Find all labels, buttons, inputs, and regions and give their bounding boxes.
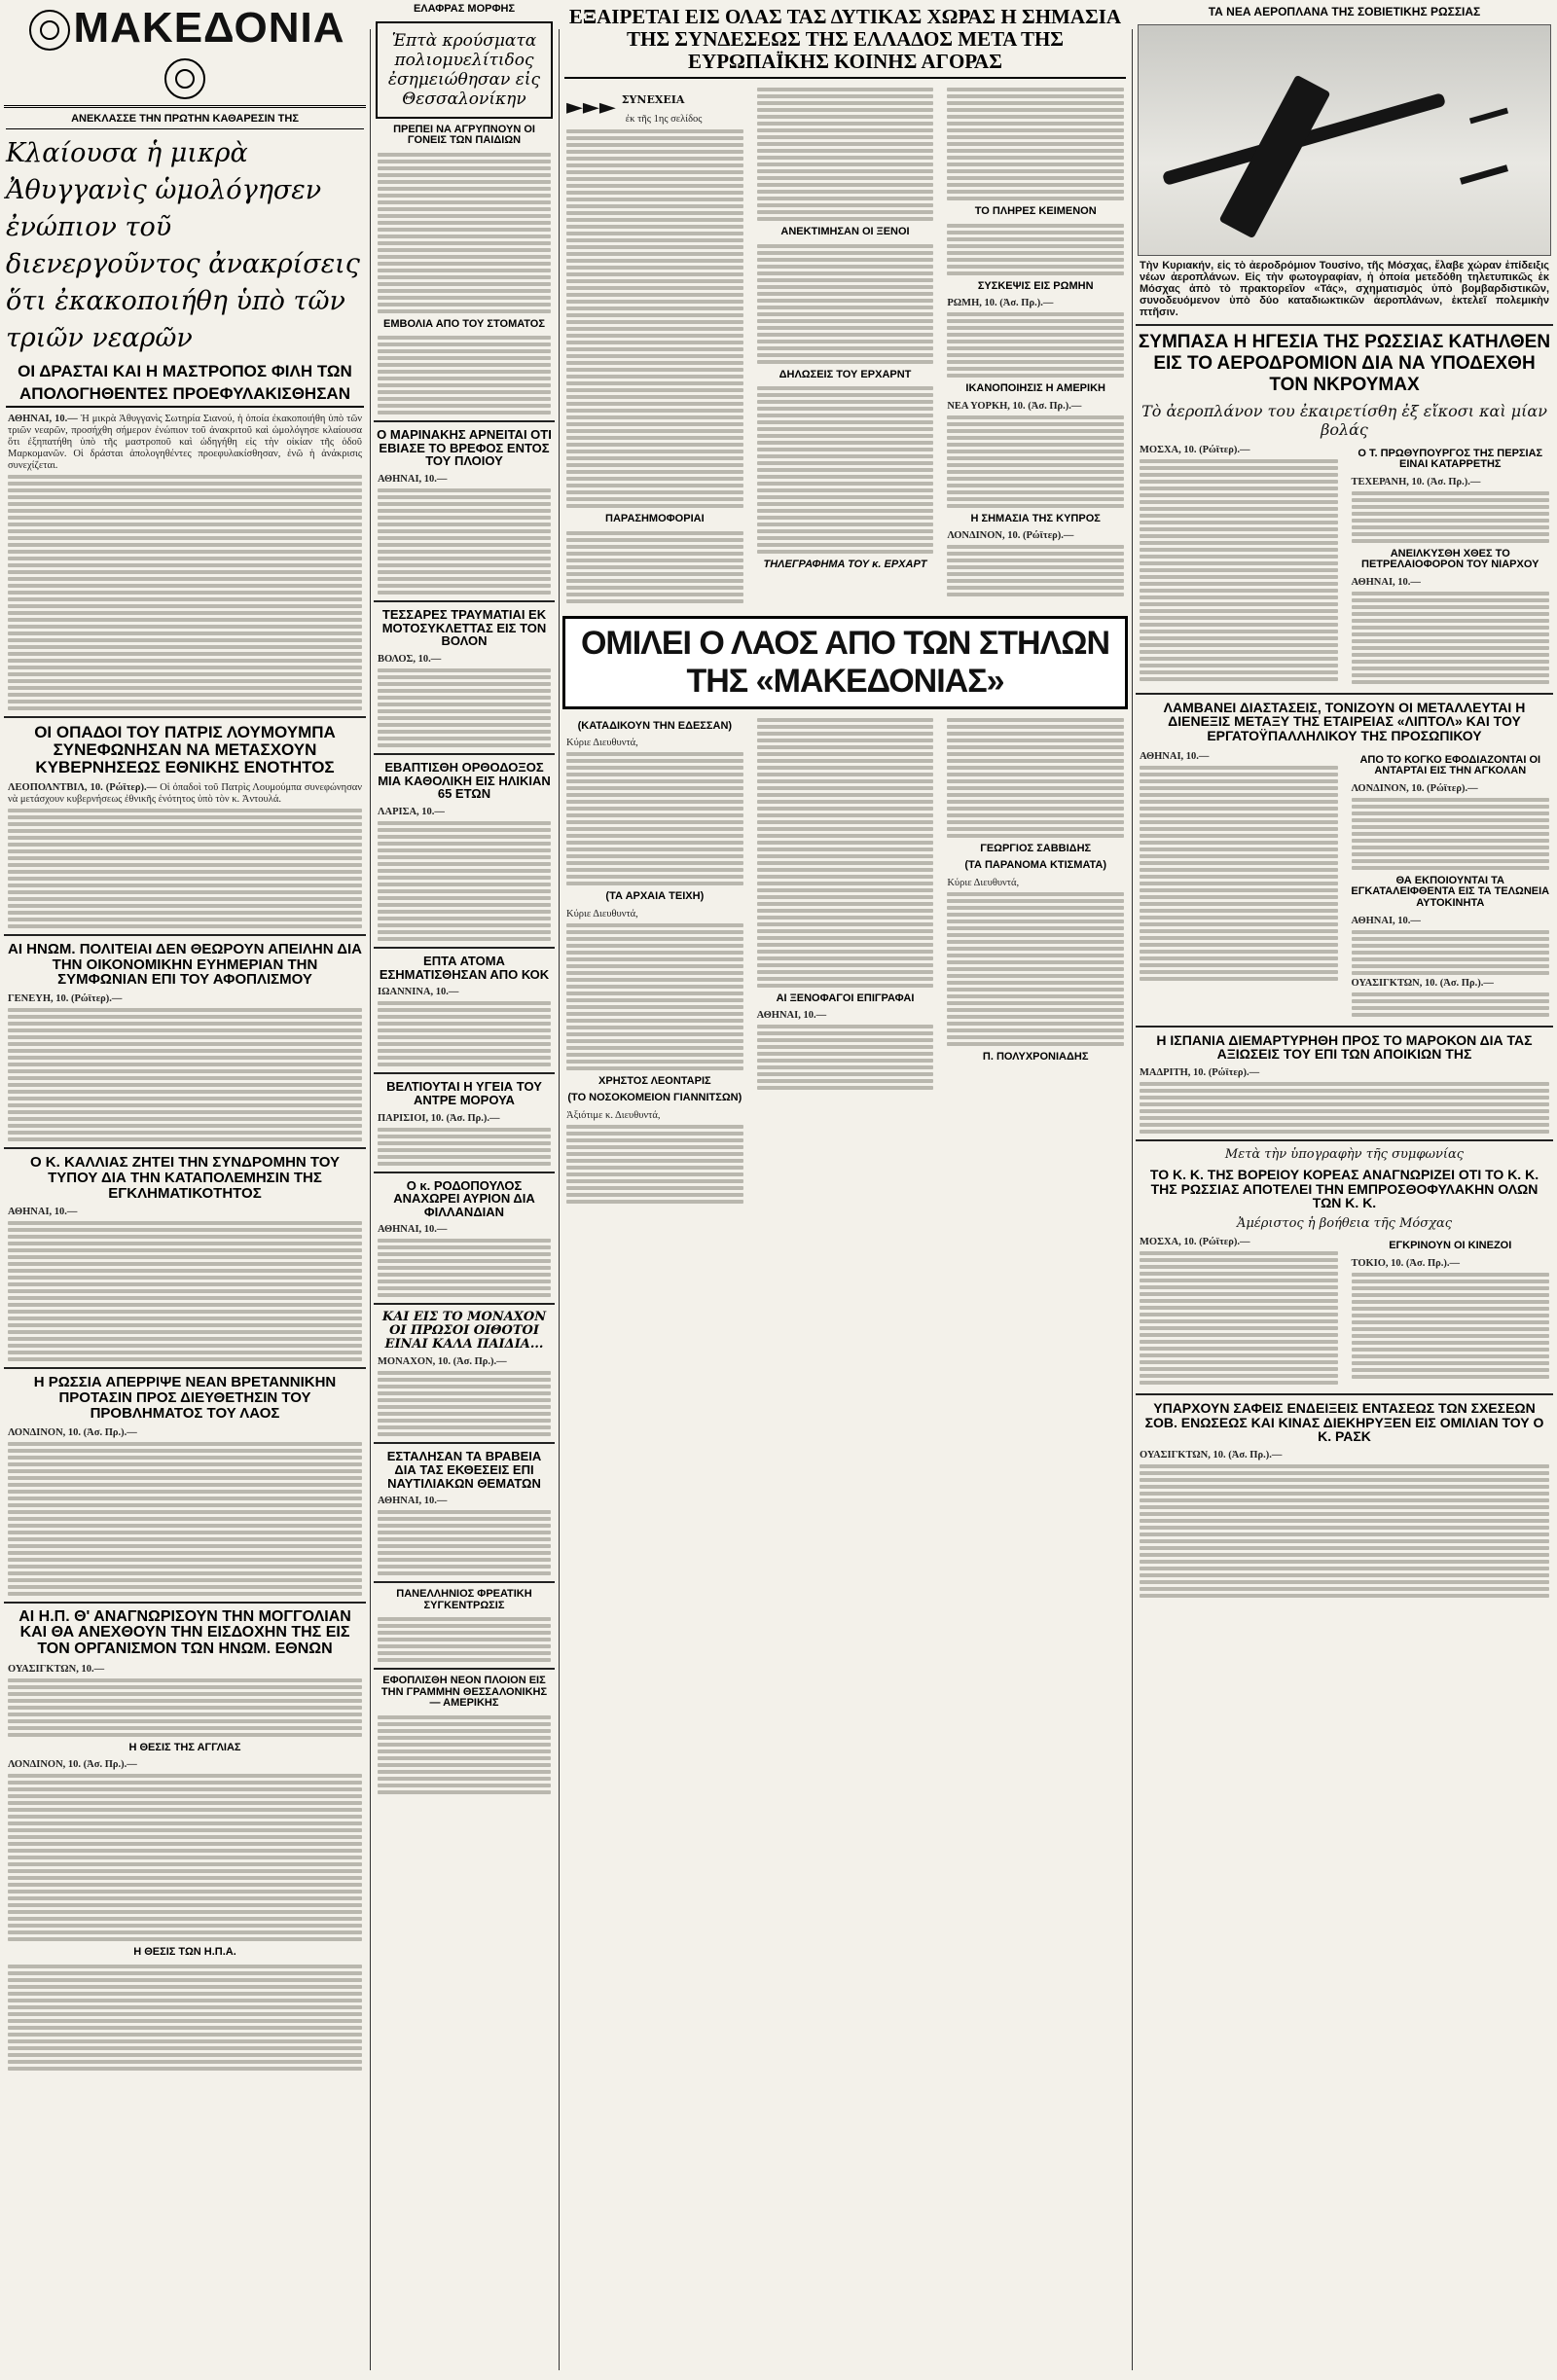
subhead: ΔΗΛΩΣΕΙΣ ΤΟΥ ΕΡΧΑΡΝΤ <box>778 368 912 380</box>
letter-title: (ΚΑΤΑΔΙΚΟΥΝ ΤΗΝ ΕΔΕΣΣΑΝ) <box>577 719 733 732</box>
article-text: ΑΘΗΝΑΙ, 10.— <box>378 474 448 486</box>
article-text: ΛΟΝΔΙΝΟΝ, 10. (Ρώϊτερ).— <box>947 530 1074 542</box>
article-text: ΛΕΟΠΟΛΝΤΒΙΛ, 10. (Ρώϊτερ).— Οἱ ὀπαδοὶ τοῦ Πατρὶς Λουμούμπα συνεφώνησαν νὰ μετάσχουν κυβερνήσεως ἐθνικῆς ἑνότητος ὑπὸ τὸν κ. Ἀντουλά. <box>8 781 363 805</box>
article-text: ΝΕΑ ΥΟΡΚΗ, 10. (Ἀσ. Πρ.).— <box>947 400 1082 412</box>
divider <box>374 1442 555 1444</box>
headline-common-market: ΕΞΑΙΡΕΤΑΙ ΕΙΣ ΟΛΑΣ ΤΑΣ ΔΥΤΙΚΑΣ ΧΩΡΑΣ Η ΣΗΜΑΣΙΑ ΤΗΣ ΣΥΝΔΕΣΕΩΣ ΤΗΣ ΕΛΛΑΔΟΣ ΜΕΤΑ ΤΗΣ ΕΥΡΩΠΑΪΚΗΣ ΚΟΙΝΗΣ ΑΓΟΡΑΣ <box>564 6 1126 79</box>
subhead: ΠΡΕΠΕΙ ΝΑ ΑΓΡΥΠΝΟΥΝ ΟΙ ΓΟΝΕΙΣ ΤΩΝ ΠΑΙΔΙΩΝ <box>393 123 535 147</box>
text-column <box>1136 1235 1342 1388</box>
article-text: ΑΘΗΝΑΙ, 10.— <box>1140 750 1210 762</box>
headline-laos: Η ΡΩΣΣΙΑ ΑΠΕΡΡΙΨΕ ΝΕΑΝ ΒΡΕΤΑΝΝΙΚΗΝ ΠΡΟΤΑΣΙΝ ΠΡΟΣ ΔΙΕΥΘΕΤΗΣΙΝ ΤΟΥ ΠΡΟΒΛΗΜΑΤΟΣ ΤΟΥ ΛΑΟΣ <box>33 1374 337 1422</box>
subhead: Η ΣΗΜΑΣΙΑ ΤΗΣ ΚΥΠΡΟΣ <box>970 512 1101 524</box>
text-block <box>378 1371 551 1436</box>
text-block <box>8 475 362 710</box>
letters-columns <box>562 715 1128 1207</box>
lead-subheadline: ΟΙ ΔΡΑΣΤΑΙ ΚΑΙ Η ΜΑΣΤΡΟΠΟΣ ΦΙΛΗ ΤΩΝ <box>18 361 352 380</box>
divider <box>374 1172 555 1173</box>
divider <box>1136 1139 1553 1141</box>
banner-letters: ΟΜΙΛΕΙ Ο ΛΑΟΣ ΑΠΟ ΤΩΝ ΣΤΗΛΩΝ ΤΗΣ «ΜΑΚΕΔΟΝΙΑΣ» <box>562 616 1128 709</box>
article-text: ΑΘΗΝΑΙ, 10.— <box>8 1207 78 1218</box>
article-text: ΛΟΝΔΙΝΟΝ, 10. (Ἀσ. Πρ.).— <box>8 1426 137 1438</box>
divider <box>4 1367 366 1369</box>
escort-plane <box>1460 164 1508 185</box>
lead-subheadline: ΑΠΟΛΟΓΗΘΕΝΤΕΣ ΠΡΟΕΦΥΛΑΚΙΣΘΗΣΑΝ <box>6 385 364 408</box>
headline-box <box>376 21 553 119</box>
divider <box>374 753 555 755</box>
headline-mongolia: ΑΙ Η.Π. Θ' ΑΝΑΓΝΩΡΙΣΟΥΝ ΤΗΝ ΜΟΓΓΟΛΙΑΝ ΚΑΙ ΘΑ ΑΝΕΧΘΟΥΝ ΤΗΝ ΕΙΣΔΟΧΗΝ ΤΗΣ ΕΙΣ ΤΟΝ ΟΡΓΑΝΙΣΜΟΝ ΤΩΝ ΗΝΩΜ. ΕΘΝΩΝ <box>18 1607 351 1658</box>
escort-plane <box>1469 107 1508 124</box>
headline-maurois: ΒΕΛΤΙΟΥΤΑΙ Η ΥΓΕΙΑ ΤΟΥ ΑΝΤΡΕ ΜΟΡΟΥΑ <box>386 1079 542 1107</box>
text-block <box>1352 491 1550 543</box>
article-text: ΛΟΝΔΙΝΟΝ, 10. (Ρώϊτερ).— <box>1351 782 1478 794</box>
subhead: ΣΥΣΚΕΨΙΣ ΕΙΣ ΡΩΜΗΝ <box>977 279 1094 292</box>
text-column <box>1136 749 1342 1020</box>
letter-title: (ΤΑ ΠΑΡΑΝΟΜΑ ΚΤΙΣΜΑΤΑ) <box>964 859 1106 872</box>
photo-title: ΤΑ ΝΕΑ ΑΕΡΟΠΛΑΝΑ ΤΗΣ ΣΟΒΙΕΤΙΚΗΣ ΡΩΣΣΙΑΣ <box>1208 5 1481 18</box>
letter-greeting: Ἀξιότιμε κ. Διευθυντά, <box>566 1109 661 1121</box>
article-text: ΟΥΑΣΙΓΚΤΩΝ, 10.— <box>8 1663 105 1675</box>
letter-title: (ΤΑ ΑΡΧΑΙΑ ΤΕΙΧΗ) <box>605 890 705 903</box>
article-text: ΒΟΛΟΣ, 10.— <box>378 654 442 666</box>
text-block <box>378 1001 551 1066</box>
divider <box>1136 1393 1553 1395</box>
subhead: ΕΜΒΟΛΙΑ ΑΠΟ ΤΟΥ ΣΤΟΜΑΤΟΣ <box>383 317 545 330</box>
subheadline-salute: Τὸ ἀεροπλάνον του ἐκαιρετίσθη ἐξ εἴκοσι καὶ μίαν βολάς <box>1141 401 1547 439</box>
divider <box>4 1602 366 1604</box>
column-rule <box>1132 29 1133 2370</box>
text-block <box>8 1965 362 2071</box>
subhead: ΤΗΛΕΓΡΑΦΗΜΑ ΤΟΥ κ. ΕΡΧΑΡΤ <box>763 559 927 571</box>
headline-disarmament: ΑΙ ΗΝΩΜ. ΠΟΛΙΤΕΙΑΙ ΔΕΝ ΘΕΩΡΟΥΝ ΑΠΕΙΛΗΝ ΔΙΑ ΤΗΝ ΟΙΚΟΝΟΜΙΚΗΝ ΕΥΗΜΕΡΙΑΝ ΤΗΝ ΣΥΜΦΩΝΙΑΝ ΕΠΙ ΤΟΥ ΑΦΟΠΛΙΣΜΟΥ <box>8 940 362 989</box>
text-block <box>1352 798 1550 870</box>
article-text: ΙΩΑΝΝΙΝΑ, 10.— <box>378 987 459 998</box>
divider <box>1136 324 1553 326</box>
text-block <box>378 821 551 941</box>
text-block <box>947 88 1124 200</box>
letter-signature: ΓΕΩΡΓΙΟΣ ΣΑΒΒΙΔΗΣ <box>980 842 1092 854</box>
headline-cars: ΘΑ ΕΚΠΟΙΟΥΝΤΑΙ ΤΑ ΕΓΚΑΤΑΛΕΙΦΘΕΝΤΑ ΕΙΣ ΤΑ ΤΕΛΩΝΕΙΑ ΑΥΤΟΚΙΝΗΤΑ <box>1351 874 1550 910</box>
headline-naval-awards: ΕΣΤΑΛΗΣΑΝ ΤΑ ΒΡΑΒΕΙΑ ΔΙΑ ΤΑΣ ΕΚΘΕΣΕΙΣ ΕΠΙ ΝΑΥΤΙΛΙΑΚΩΝ ΘΕΜΑΤΩΝ <box>386 1449 542 1491</box>
text-block <box>378 153 551 313</box>
text-block <box>947 718 1124 838</box>
headline-rodopoulos: Ο κ. ΡΟΔΟΠΟΥΛΟΣ ΑΝΑΧΩΡΕΙ ΑΥΡΙΟΝ ΔΙΑ ΦΙΛΛΑΝΔΙΑΝ <box>393 1177 535 1219</box>
text-block <box>566 129 743 508</box>
divider <box>4 934 366 936</box>
text-block <box>1140 1464 1549 1598</box>
text-block <box>1140 1251 1338 1385</box>
subhead: ΤΟ ΠΛΗΡΕΣ ΚΕΙΜΕΝΟΝ <box>974 205 1097 217</box>
letter-signature: ΧΡΗΣΤΟΣ ΛΕΟΝΤΑΡΙΣ <box>598 1074 711 1087</box>
headline-persia: Ο Τ. ΠΡΩΘΥΠΟΥΡΓΟΣ ΤΗΣ ΠΕΡΣΙΑΣ ΕΙΝΑΙ ΚΑΤΑΡΡΕΤΗΣ <box>1358 447 1543 471</box>
liptol-columns <box>1136 749 1553 1020</box>
text-column <box>1348 443 1554 687</box>
headline-kallias: Ο Κ. ΚΑΛΛΙΑΣ ΖΗΤΕΙ ΤΗΝ ΣΥΝΔΡΟΜΗΝ ΤΟΥ ΤΥΠΟΥ ΔΙΑ ΤΗΝ ΚΑΤΑΠΟΛΕΜΗΣΙΝ ΤΗΣ ΕΓΚΛΗΜΑΤΙΚΟΤΗΤΟΣ <box>29 1154 341 1202</box>
column-1 <box>4 0 366 2380</box>
divider <box>4 716 366 718</box>
text-column <box>562 715 747 1207</box>
article-text: ΑΘΗΝΑΙ, 10.— <box>1351 915 1421 926</box>
article-text: ΤΕΧΕΡΑΝΗ, 10. (Ἀσ. Πρ.).— <box>1351 476 1481 487</box>
headline-polio: Ἑπτὰ κρούσματα πολιομυελίτιδος ἐσημειώθησαν εἰς Θεσσαλονίκην <box>387 30 541 109</box>
letter-greeting: Κύριε Διευθυντά, <box>566 738 638 749</box>
divider <box>374 600 555 602</box>
subhead: ΑΝΕΚΤΙΜΗΣΑΝ ΟΙ ΞΕΝΟΙ <box>780 226 910 237</box>
text-block <box>378 1510 551 1575</box>
divider <box>374 420 555 422</box>
letter-greeting: Κύριε Διευθυντά, <box>947 877 1020 888</box>
korea-kicker: Μετὰ τὴν ὑπογραφὴν τῆς συμφωνίας <box>1224 1146 1465 1162</box>
headline-korea: ΤΟ Κ. Κ. ΤΗΣ ΒΟΡΕΙΟΥ ΚΟΡΕΑΣ ΑΝΑΓΝΩΡΙΖΕΙ ΟΤΙ ΤΟ Κ. Κ. ΤΗΣ ΡΩΣΣΙΑΣ ΑΠΟΤΕΛΕΙ ΤΗΝ ΕΜΠΡΟΣΘΟΦΥΛΑΚΗΝ ΟΛΩΝ ΤΩΝ Κ. Κ. <box>1149 1166 1539 1211</box>
letter-greeting: Κύριε Διευθυντά, <box>566 908 638 920</box>
emblem-icon <box>29 10 70 51</box>
text-block <box>378 1715 551 1794</box>
text-block <box>566 752 743 885</box>
divider <box>1136 1026 1553 1028</box>
text-block <box>947 312 1124 378</box>
text-block <box>947 224 1124 275</box>
column-rule <box>370 29 371 2370</box>
headline-munich: ΚΑΙ ΕΙΣ ΤΟ ΜΟΝΑΧΟΝ ΟΙ ΠΡΩΣΟΙ ΟΙΘΟΤΟΙ ΕΙΝΑΙ ΚΑΛΑ ΠΑΙΔΙΑ... <box>381 1310 547 1352</box>
article-text: ΑΘΗΝΑΙ, 10.— Ἡ μικρὰ Ἀθυγγανὶς Σωτηρία Σιανού, ἡ ὁποία ἐκακοποιήθη ὑπὸ τῶν τριῶν νεαρῶν, προσήχθη σήμερον ἐνώπιον τοῦ ἀνακριτοῦ καὶ ὡμολόγησε κλαίουσα ὅτι ἐξηπατήθη ὑπὸ τῆς μαστροποῦ καὶ ὡδηγήθη εἰς τὴν οἰκίαν τῆς ὁδοῦ Μαρκομανῶν. Οἱ δράσται ἀπολογηθέντες προεφυλακίσθησαν, ἐνῶ ἡ ἀνάκρισις συνεχίζεται. <box>8 414 363 472</box>
headline-loumoumba: ΟΙ ΟΠΑΔΟΙ ΤΟΥ ΠΑΤΡΙΣ ΛΟΥΜΟΥΜΠΑ ΣΥΝΕΦΩΝΗΣΑΝ ΝΑ ΜΕΤΑΣΧΟΥΝ ΚΥΒΕΡΝΗΣΕΩΣ ΕΘΝΙΚΗΣ ΕΝΟΤΗΤΟΣ <box>34 723 336 776</box>
text-block <box>378 336 551 415</box>
headline-rusk: ΥΠΑΡΧΟΥΝ ΣΑΦΕΙΣ ΕΝΔΕΙΞΕΙΣ ΕΝΤΑΣΕΩΣ ΤΩΝ ΣΧΕΣΕΩΝ ΣΟΒ. ΕΝΩΣΕΩΣ ΚΑΙ ΚΙΝΑΣ ΔΙΕΚΗΡΥΞΕΝ ΕΙΣ ΟΜΙΛΙΑΝ ΤΟΥ Ο Κ. ΡΑΣΚ <box>1144 1400 1544 1445</box>
article-text: ΑΘΗΝΑΙ, 10.— <box>1351 576 1421 588</box>
text-block <box>378 1617 551 1662</box>
text-block <box>757 718 934 988</box>
article-text: ΜΟΣΧΑ, 10. (Ρώϊτερ).— <box>1140 444 1250 455</box>
divider <box>374 947 555 949</box>
masthead-strap: ΑΝΕΚΛΑΣΣΕ ΤΗΝ ΠΡΩΤΗΝ ΚΑΘΑΡΕΣΙΝ ΤΗΣ <box>6 114 364 129</box>
masthead <box>4 0 366 108</box>
article-text: ΛΟΝΔΙΝΟΝ, 10. (Ἀσ. Πρ.).— <box>8 1759 137 1771</box>
divider <box>374 1668 555 1670</box>
headline-nkrumah: ΣΥΜΠΑΣΑ Η ΗΓΕΣΙΑ ΤΗΣ ΡΩΣΣΙΑΣ ΚΑΤΗΛΘΕΝ ΕΙΣ ΤΟ ΑΕΡΟΔΡΟΜΙΟΝ ΔΙΑ ΝΑ ΥΠΟΔΕΧΘΗ ΤΟΝ ΝΚΡΟΥΜΑΧ <box>1138 331 1551 395</box>
nkrumah-columns <box>1136 443 1553 687</box>
text-block <box>8 1221 362 1361</box>
subhead: Η ΘΕΣΙΣ ΤΩΝ Η.Π.Α. <box>133 1946 236 1959</box>
text-block <box>947 415 1124 508</box>
kicker: ΕΛΑΦΡΑΣ ΜΟΡΦΗΣ <box>413 3 516 15</box>
headline-volos: ΤΕΣΣΑΡΕΣ ΤΡΑΥΜΑΤΙΑΙ ΕΚ ΜΟΤΟΣΥΚΛΕΤΤΑΣ ΕΙΣ ΤΟΝ ΒΟΛΟΝ <box>381 607 547 649</box>
article-text: ΟΥΑΣΙΓΚΤΩΝ, 10. (Ἀσ. Πρ.).— <box>1351 977 1494 989</box>
subhead: ΠΑΡΑΣΗΜΟΦΟΡΙΑΙ <box>605 513 705 524</box>
text-block <box>1352 930 1550 975</box>
text-column <box>1348 1235 1554 1388</box>
article-text: ΜΑΔΡΙΤΗ, 10. (Ρώϊτερ).— <box>1140 1066 1260 1078</box>
article-text: ΑΘΗΝΑΙ, 10.— <box>378 1224 448 1236</box>
headline-orthodox: ΕΒΑΠΤΙΣΘΗ ΟΡΘΟΔΟΞΟΣ ΜΙΑ ΚΑΘΟΛΙΚΗ ΕΙΣ ΗΛΙΚΙΑΝ 65 ΕΤΩΝ <box>378 760 551 802</box>
headline-kongo: ΑΠΟ ΤΟ ΚΟΓΚΟ ΕΦΟΔΙΑΖΟΝΤΑΙ ΟΙ ΑΝΤΑΡΤΑΙ ΕΙΣ ΤΗΝ ΑΓΚΟΛΑΝ <box>1359 753 1541 777</box>
text-column <box>943 85 1128 606</box>
text-column <box>562 85 747 606</box>
subhead: Η ΘΕΣΙΣ ΤΗΣ ΑΓΓΛΙΑΣ <box>128 1741 241 1753</box>
letter-signature: Π. ΠΟΛΥΧΡΟΝΙΑΔΗΣ <box>982 1050 1089 1063</box>
aircraft-photo <box>1138 24 1551 256</box>
text-block <box>1140 766 1338 981</box>
text-block <box>1352 592 1550 684</box>
text-block <box>378 668 551 747</box>
text-block <box>566 923 743 1070</box>
text-column <box>753 715 938 1207</box>
masthead-title: ΜΑΚΕΔΟΝΙΑ <box>73 4 345 52</box>
text-block <box>1140 459 1338 681</box>
text-block <box>1352 1273 1550 1379</box>
headline-kok: ΕΠΤΑ ΑΤΟΜΑ ΕΣΗΜΑΤΙΣΘΗΣΑΝ ΑΠΟ ΚΟΚ <box>379 953 550 982</box>
text-block <box>8 809 362 928</box>
article-text: ΑΘΗΝΑΙ, 10.— <box>378 1496 448 1507</box>
article-text: ΑΘΗΝΑΙ, 10.— <box>756 1010 827 1022</box>
text-block <box>8 1678 362 1737</box>
emblem-icon <box>164 58 205 99</box>
headline-new-ship: ΕΦΟΠΛΙΣΘΗ ΝΕΟΝ ΠΛΟΙΟΝ ΕΙΣ ΤΗΝ ΓΡΑΜΜΗΝ ΘΕΣΣΑΛΟΝΙΚΗΣ — ΑΜΕΡΙΚΗΣ <box>380 1675 548 1710</box>
text-block <box>8 1442 362 1596</box>
headline-marinakis: Ο ΜΑΡΙΝΑΚΗΣ ΑΡΝΕΙΤΑΙ ΟΤΙ ΕΒΙΑΣΕ ΤΟ ΒΡΕΦΟΣ ΕΝΤΟΣ ΤΟΥ ΠΛΟΙΟΥ <box>377 427 552 469</box>
korea-columns <box>1136 1235 1553 1388</box>
text-column <box>943 715 1128 1207</box>
headline-spain-morocco: Η ΙΣΠΑΝΙΑ ΔΙΕΜΑΡΤΥΡΗΘΗ ΠΡΟΣ ΤΟ ΜΑΡΟΚΟΝ ΔΙΑ ΤΑΣ ΑΞΙΩΣΕΙΣ ΤΟΥ ΕΠΙ ΤΩΝ ΑΠΟΙΚΙΩΝ ΤΗΣ <box>1156 1031 1533 1063</box>
article-text: ΜΟΝΑΧΟΝ, 10. (Ἀσ. Πρ.).— <box>378 1356 507 1368</box>
arrow-right-icon: ►►► <box>566 94 616 120</box>
text-block <box>378 488 551 595</box>
headline-china: ΕΓΚΡΙΝΟΥΝ ΟΙ ΚΙΝΕΖΟΙ <box>1389 1240 1512 1252</box>
lead-headline: Κλαίουσα ἡ μικρὰ Ἀθυγγανὶς ὡμολόγησεν ἐνώπιον τοῦ διενεργοῦντος ἀνακρίσεις ὅτι ἐκακοποιήθη ὑπὸ τῶν τριῶν νεαρῶν <box>6 137 360 353</box>
text-column <box>1136 443 1342 687</box>
column-2 <box>374 0 555 2380</box>
photo-caption: Τὴν Κυριακήν, εἰς τὸ ἀεροδρόμιον Τουσίνο, τῆς Μόσχας, ἔλαβε χώραν ἐπίδειξις νέων ἀεροπλάνων. Εἰς τὴν φωτογραφίαν, ἡ ὁποία μετεδόθη τηλετυπικῶς ἐκ Μόσχας ἀπὸ τὸ πρακτορεῖον «Τάς», σχηματισμὸς ὑπὸ βομβαρδιστικῶν, συνοδευόμενον ὑπὸ δύο καταδιωκτικῶν ἀεροπλάνων, ἐκτελεῖ πολεμικὴν πτῆσιν. <box>1140 259 1549 318</box>
column-rule <box>559 29 560 2370</box>
article-text: ΠΑΡΙΣΙΟΙ, 10. (Ἀσ. Πρ.).— <box>378 1112 500 1124</box>
text-block <box>378 1128 551 1166</box>
common-market-columns <box>562 85 1128 606</box>
text-block <box>566 1125 743 1204</box>
text-column <box>1348 749 1554 1020</box>
continuation-marker: ►►► ΣΥΝΕΧΕΙΑ ἐκ τῆς 1ης σελίδος <box>566 93 703 125</box>
text-block <box>566 531 743 603</box>
text-column <box>753 85 938 606</box>
article-text: ΛΑΡΙΣΑ, 10.— <box>378 806 445 817</box>
text-block <box>757 88 934 221</box>
letter-title: (ΤΟ ΝΟΣΟΚΟΜΕΙΟΝ ΓΙΑΝΝΙΤΣΩΝ) <box>567 1092 742 1104</box>
headline-assembly: ΠΑΝΕΛΛΗΝΙΟΣ ΦΡΕΑΤΙΚΗ ΣΥΓΚΕΝΤΡΩΣΙΣ <box>396 1588 532 1611</box>
article-text: ΡΩΜΗ, 10. (Ἀσ. Πρ.).— <box>947 298 1054 309</box>
subheadline-moscow-aid: Ἀμέριστος ἡ βοήθεια τῆς Μόσχας <box>1236 1216 1453 1232</box>
text-block <box>8 1774 362 1941</box>
article-text: ΓΕΝΕΥΗ, 10. (Ρώϊτερ).— <box>8 993 123 1005</box>
divider <box>374 1581 555 1583</box>
subhead: ΙΚΑΝΟΠΟΙΗΣΙΣ Η ΑΜΕΡΙΚΗ <box>965 382 1105 395</box>
text-block <box>378 1239 551 1297</box>
divider <box>4 1147 366 1149</box>
article-text: ΟΥΑΣΙΓΚΤΩΝ, 10. (Ἀσ. Πρ.).— <box>1140 1450 1283 1461</box>
article-text: ΤΟΚΙΟ, 10. (Ἀσ. Πρ.).— <box>1351 1257 1460 1269</box>
text-block <box>1140 1082 1549 1134</box>
column-3 <box>562 0 1128 2380</box>
headline-liptol: ΛΑΜΒΑΝΕΙ ΔΙΑΣΤΑΣΕΙΣ, ΤΟΝΙΖΟΥΝ ΟΙ ΜΕΤΑΛΛΕΥΤΑΙ Η ΔΙΕΝΕΞΙΣ ΜΕΤΑΞΥ ΤΗΣ ΕΤΑΙΡΕΙΑΣ «ΛΙΠΤΟΛ» ΚΑΙ ΤΟΥ ΕΡΓΑΤΟΫΠΑΛΛΗΛΙΚΟΥ ΤΗΣ ΠΡΟΣΩΠΙΚΟΥ <box>1163 699 1526 744</box>
text-block <box>757 244 934 364</box>
divider <box>374 1303 555 1305</box>
divider <box>374 1072 555 1074</box>
headline-xenophobic: ΑΙ ΞΕΝΟΦΑΓΟΙ ΕΠΙΓΡΑΦΑΙ <box>776 992 915 1004</box>
text-block <box>947 892 1124 1046</box>
text-block <box>1352 992 1550 1017</box>
text-block <box>757 386 934 554</box>
text-block <box>947 545 1124 596</box>
text-block <box>757 1025 934 1090</box>
article-text: ΜΟΣΧΑ, 10. (Ρώϊτερ).— <box>1140 1237 1250 1248</box>
headline-tanker: ΑΝΕΙΛΚΥΣΘΗ ΧΘΕΣ ΤΟ ΠΕΤΡΕΛΑΙΟΦΟΡΟΝ ΤΟΥ ΝΙΑΡΧΟΥ <box>1361 547 1539 571</box>
column-4 <box>1136 0 1553 2380</box>
divider <box>1136 693 1553 695</box>
text-block <box>8 1008 362 1141</box>
